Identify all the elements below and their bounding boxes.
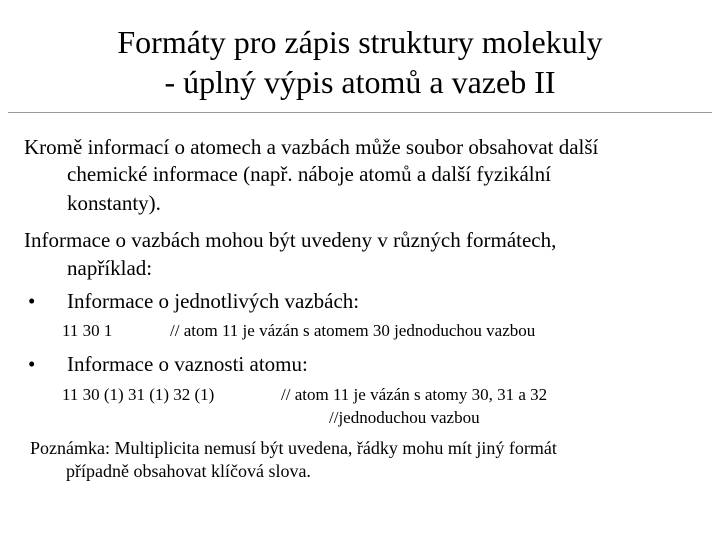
bullet-marker-2: •: [28, 352, 36, 376]
bullet1-label: Informace o jednotlivých vazbách:: [67, 289, 360, 313]
note-line-1: Poznámka: Multiplicita nemusí být uvedena, řádky mohu mít jiný formát: [30, 438, 557, 458]
bullet-marker-1: •: [28, 289, 36, 313]
slide-title: [0, 22, 720, 102]
bullet1-example-code: 11 30 1: [62, 321, 113, 340]
slide-title-line-1: Formáty pro zápis struktury molekuly: [117, 24, 603, 60]
slide-title-line-2: - úplný výpis atomů a vazeb II: [164, 64, 556, 100]
para2-line-2: například:: [67, 256, 153, 280]
note-line-2: případně obsahovat klíčová slova.: [66, 461, 311, 481]
para1-line-2: chemické informace (např. náboje atomů a další fyzikální: [67, 162, 551, 186]
para1-line-1: Kromě informací o atomech a vazbách může soubor obsahovat další: [24, 135, 599, 159]
bullet2-example-comment: // atom 11 je vázán s atomy 30, 31 a 32: [281, 385, 548, 404]
bullet2-example-comment-cont: //jednoduchou vazbou: [329, 408, 480, 427]
bullet1-example-comment: // atom 11 je vázán s atomem 30 jednoduchou vazbou: [170, 321, 536, 340]
bullet2-example-code: 11 30 (1) 31 (1) 32 (1): [62, 385, 215, 404]
para2-line-1: Informace o vazbách mohou být uvedeny v různých formátech,: [24, 228, 557, 252]
title-divider: [8, 112, 712, 113]
bullet2-label: Informace o vaznosti atomu:: [67, 352, 308, 376]
para1-line-3: konstanty).: [67, 191, 161, 215]
